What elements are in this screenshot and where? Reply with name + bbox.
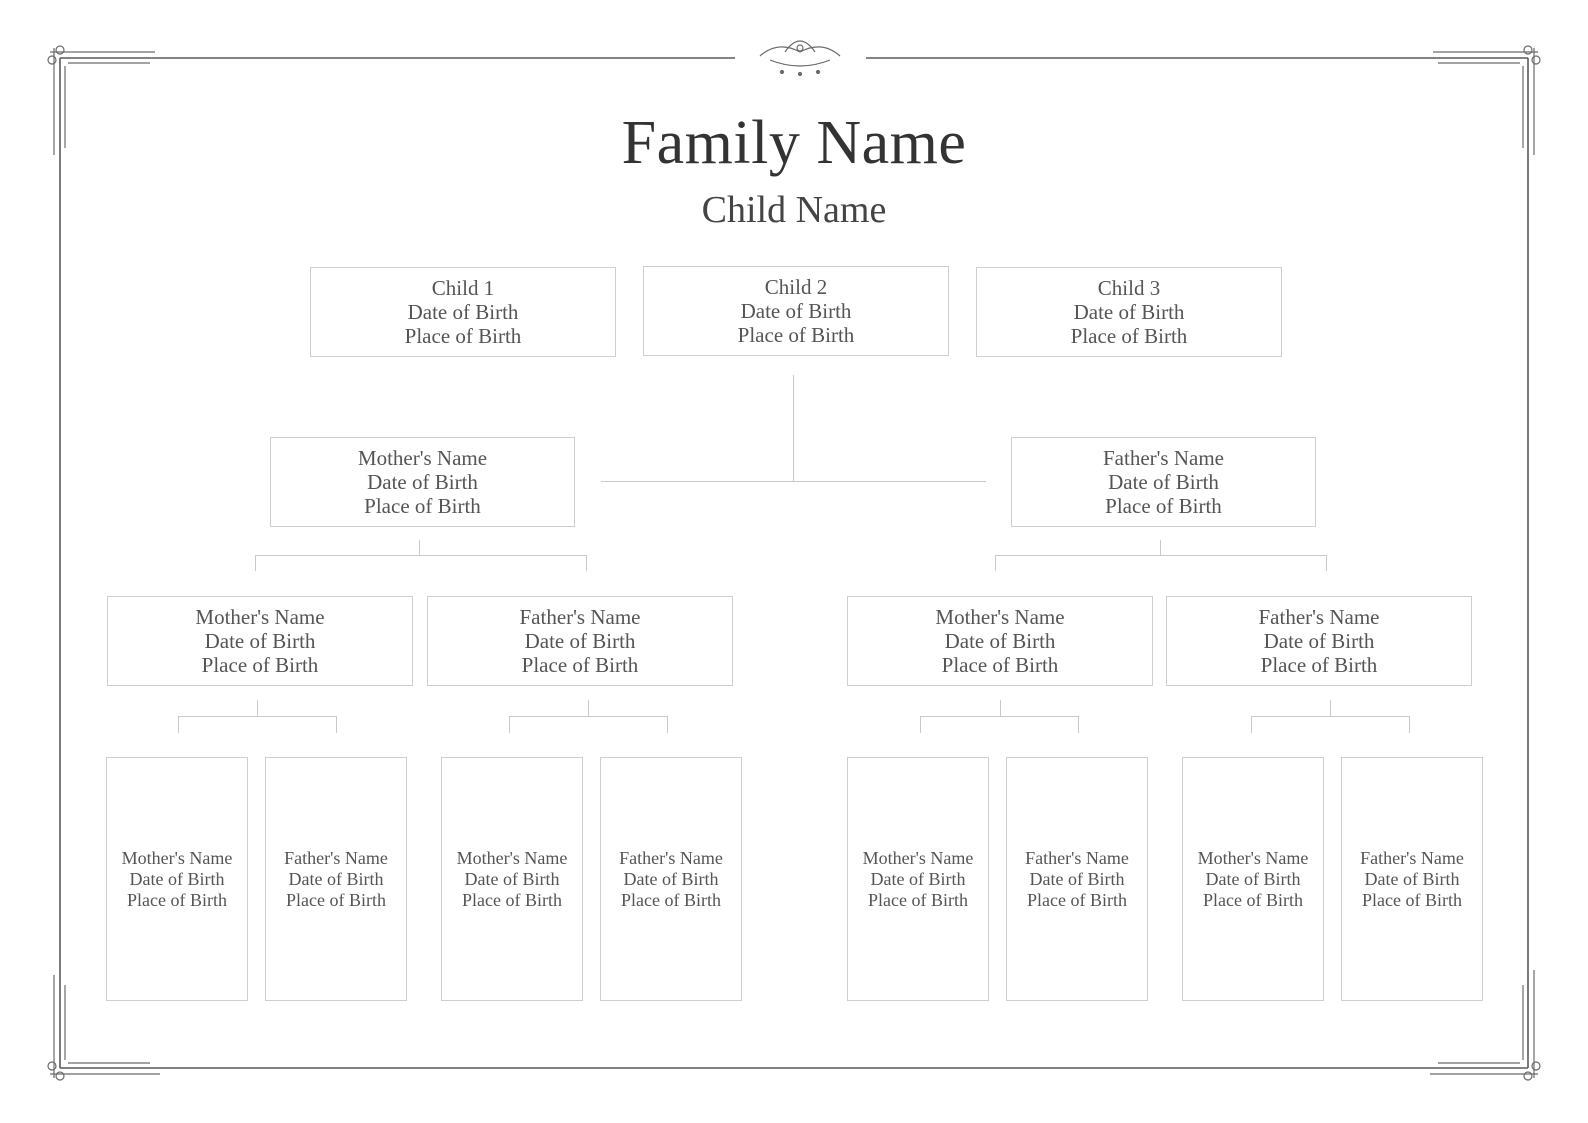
connector-line [920, 716, 1079, 717]
connector-line [509, 716, 668, 717]
child-title: Child Name [701, 189, 887, 231]
person-dob: Date of Birth [1263, 629, 1375, 653]
connector-line [257, 700, 258, 716]
person-dob: Date of Birth [1364, 868, 1460, 889]
mother-box [270, 437, 575, 527]
person-name: Father's Name [1258, 605, 1380, 629]
connector-line [255, 555, 587, 556]
person-pob: Place of Birth [201, 653, 319, 677]
person-pob: Place of Birth [286, 889, 386, 910]
person-dob: Date of Birth [1108, 470, 1219, 494]
family-title: Family Name [621, 109, 967, 177]
person-dob: Date of Birth [129, 868, 225, 889]
connector-line [336, 716, 337, 733]
person-pob: Place of Birth [1203, 889, 1303, 910]
connector-line [1251, 716, 1252, 733]
person-name: Mother's Name [121, 847, 233, 868]
connector-line [1409, 716, 1410, 733]
child-box [976, 267, 1282, 357]
person-name: Mother's Name [1197, 847, 1309, 868]
great-grandmother-box [847, 757, 989, 1001]
grandfather-box [427, 596, 733, 686]
connector-line [995, 555, 996, 571]
connector-line [419, 540, 420, 555]
person-pob: Place of Birth [364, 494, 481, 518]
person-name: Father's Name [1103, 446, 1224, 470]
person-pob: Place of Birth [1105, 494, 1222, 518]
person-name: Mother's Name [456, 847, 568, 868]
person-dob: Date of Birth [870, 868, 966, 889]
person-dob: Date of Birth [1205, 868, 1301, 889]
great-grandfather-box [265, 757, 407, 1001]
connector-line [1251, 716, 1410, 717]
person-dob: Date of Birth [204, 629, 316, 653]
person-dob: Date of Birth [464, 868, 560, 889]
connector-line [255, 555, 256, 571]
connector-line [793, 375, 794, 482]
person-name: Child 2 [764, 275, 828, 299]
connector-line [1330, 700, 1331, 716]
person-name: Father's Name [1360, 847, 1464, 868]
person-dob: Date of Birth [1029, 868, 1125, 889]
person-dob: Date of Birth [944, 629, 1056, 653]
person-name: Father's Name [619, 847, 723, 868]
child-box [310, 267, 616, 357]
person-name: Mother's Name [935, 605, 1065, 629]
person-dob: Date of Birth [367, 470, 478, 494]
great-grandfather-box [600, 757, 742, 1001]
great-grandmother-box [1182, 757, 1324, 1001]
person-dob: Date of Birth [288, 868, 384, 889]
connector-line [1000, 700, 1001, 716]
connector-line [920, 716, 921, 733]
person-pob: Place of Birth [521, 653, 639, 677]
person-dob: Date of Birth [1073, 300, 1185, 324]
father-box [1011, 437, 1316, 527]
connector-line [178, 716, 337, 717]
person-pob: Place of Birth [737, 323, 855, 347]
person-name: Father's Name [284, 847, 388, 868]
person-dob: Date of Birth [623, 868, 719, 889]
person-dob: Date of Birth [740, 299, 852, 323]
connector-line [1326, 555, 1327, 571]
person-pob: Place of Birth [1070, 324, 1188, 348]
person-pob: Place of Birth [1260, 653, 1378, 677]
connector-line [995, 555, 1327, 556]
person-name: Father's Name [519, 605, 641, 629]
grandmother-box [847, 596, 1153, 686]
connector-line [509, 716, 510, 733]
connector-line [588, 700, 589, 716]
connector-line [586, 555, 587, 571]
person-name: Child 3 [1097, 276, 1161, 300]
connector-line [1160, 540, 1161, 555]
person-name: Child 1 [431, 276, 495, 300]
person-dob: Date of Birth [407, 300, 519, 324]
person-pob: Place of Birth [127, 889, 227, 910]
person-name: Father's Name [1025, 847, 1129, 868]
person-pob: Place of Birth [941, 653, 1059, 677]
person-name: Mother's Name [195, 605, 325, 629]
great-grandfather-box [1006, 757, 1148, 1001]
connector-line [667, 716, 668, 733]
connector-line [1078, 716, 1079, 733]
child-box [643, 266, 949, 356]
person-name: Mother's Name [357, 446, 488, 470]
great-grandfather-box [1341, 757, 1483, 1001]
person-dob: Date of Birth [524, 629, 636, 653]
person-pob: Place of Birth [868, 889, 968, 910]
grandfather-box [1166, 596, 1472, 686]
person-pob: Place of Birth [621, 889, 721, 910]
grandmother-box [107, 596, 413, 686]
connector-line [178, 716, 179, 733]
person-pob: Place of Birth [462, 889, 562, 910]
top-ornament-icon [760, 41, 840, 76]
connector-line [601, 481, 986, 482]
person-pob: Place of Birth [404, 324, 522, 348]
great-grandmother-box [441, 757, 583, 1001]
person-pob: Place of Birth [1362, 889, 1462, 910]
person-name: Mother's Name [862, 847, 974, 868]
person-pob: Place of Birth [1027, 889, 1127, 910]
great-grandmother-box [106, 757, 248, 1001]
